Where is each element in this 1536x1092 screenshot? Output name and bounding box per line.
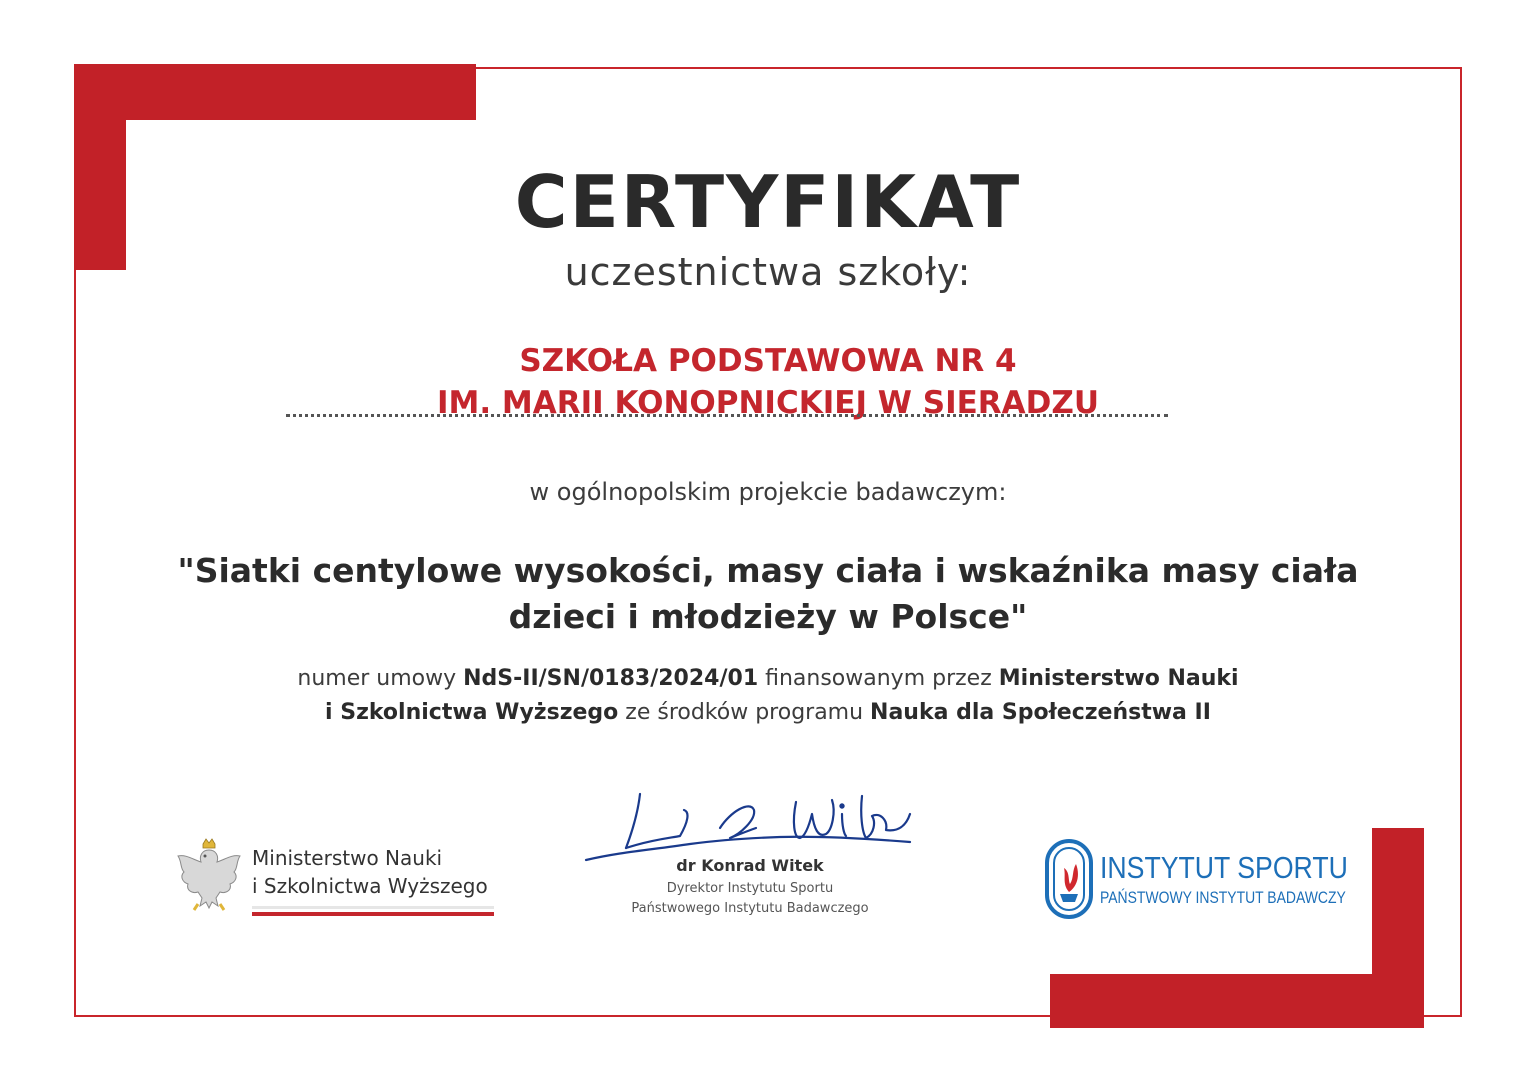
signatory-role-line2: Państwowego Instytutu Badawczego: [631, 901, 869, 916]
project-lead-text: w ogólnopolskim projekcie badawczym:: [529, 478, 1007, 506]
certificate-title: CERTYFIKAT: [514, 160, 1022, 244]
ministry-name-a: Ministerstwo Nauki: [998, 666, 1239, 691]
school-name-line2: IM. MARII KONOPNICKIEJ W SIERADZU: [436, 385, 1100, 421]
corner-decoration-top-left: [74, 64, 476, 120]
funding-line2: [0, 696, 1536, 730]
ministry-name-b: i Szkolnictwa Wyższego: [325, 700, 619, 725]
ministry-logo-line1: Ministerstwo Nauki: [252, 846, 443, 870]
ministry-logo-text: [252, 844, 488, 900]
funding-text-2: finansowanym przez: [758, 666, 999, 691]
signatory-name: dr Konrad Witek: [676, 856, 824, 875]
ministry-logo: [172, 836, 502, 920]
project-title-line2: dzieci i młodzieży w Polsce": [508, 597, 1028, 636]
polish-eagle-icon: [172, 836, 246, 912]
ministry-flag-white: [252, 906, 494, 909]
institute-subtitle: PAŃSTWOWY INSTYTUT BADAWCZY: [1100, 888, 1346, 907]
signatory-role: [570, 879, 930, 919]
corner-decoration-bottom-right-side: [1372, 828, 1424, 1028]
school-name-line1: SZKOŁA PODSTAWOWA NR 4: [519, 343, 1017, 379]
signatory-role-line1: Dyrektor Instytutu Sportu: [666, 881, 834, 896]
project-title-line1: "Siatki centylowe wysokości, masy ciała i wskaźnika masy ciała: [177, 551, 1359, 590]
funding-line1: [0, 662, 1536, 696]
ministry-flag-red: [252, 912, 494, 916]
funding-statement: [0, 662, 1536, 730]
institute-logo: [1044, 838, 1348, 922]
program-name: Nauka dla Społeczeństwa II: [870, 700, 1211, 725]
dotted-underline: [286, 414, 1168, 417]
funding-text-1: numer umowy: [297, 666, 464, 691]
project-title: [0, 548, 1536, 640]
institute-sport-icon: [1044, 838, 1094, 920]
ministry-logo-line2: i Szkolnictwa Wyższego: [252, 874, 488, 898]
corner-decoration-bottom-right: [1050, 974, 1424, 1028]
school-name: [0, 340, 1536, 424]
certificate-subtitle: uczestnictwa szkoły:: [564, 250, 972, 294]
contract-number: NdS-II/SN/0183/2024/01: [463, 666, 759, 691]
institute-name: INSTYTUT SPORTU: [1100, 850, 1348, 885]
funding-text-3: ze środków programu: [618, 700, 871, 725]
signatory-block: [570, 856, 930, 919]
